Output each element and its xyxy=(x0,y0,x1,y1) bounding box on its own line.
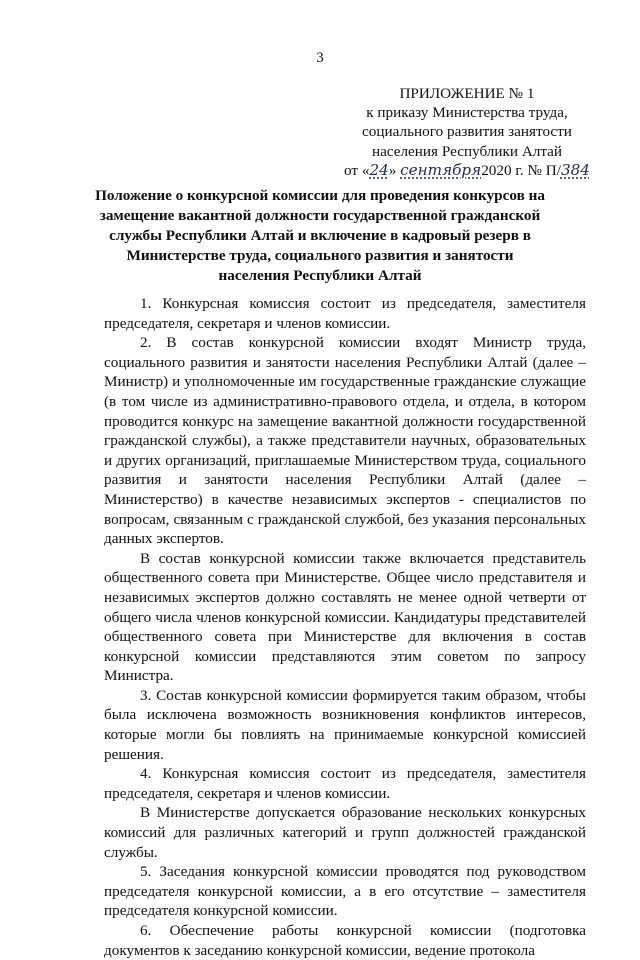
paragraph-4-cont: В Министерстве допускается образование нескольких конкурсных комиссий для различных категорий и групп должностей гражданской службы. xyxy=(104,804,586,861)
appendix-line-2: социального развития занятости xyxy=(362,123,572,141)
order-number-handwritten: 384 xyxy=(560,160,590,179)
appendix-line-3: населения Республики Алтай xyxy=(371,142,563,160)
paragraph-1: 1. Конкурсная комиссия состоит из председателя, заместителя председателя, секретаря и членов комиссии. xyxy=(104,295,586,332)
document-title: Положение о конкурсной комиссии для проведения конкурсов на замещение вакантной должности государственной гражданской службы Республики Алтай и включение в кадровый резерв в Министерстве труда, социального развития и занятости населения Республики Алтай xyxy=(95,187,545,284)
appendix-header xyxy=(332,84,602,180)
paragraph-2: 2. В состав конкурсной комиссии входят Министр труда, социального развития и занятости населения Республики Алтай (далее – Министр) и уполномоченные им государственные гражданские служащие (в том числе из административно-правового отдела, и отдела, в котором проводится конкурс на замещение вакантной должности государственной гражданской службы), а также представители научных, образовательных и других организаций, приглашаемые Министерством труда, социального развития и занятости населения Республики Алтай (далее – Министерство) в качестве независимых экспертов - специалистов по вопросам, связанным с гражданской службой, без указания персональных данных экспертов. xyxy=(104,334,586,548)
paragraph-2-cont: В состав конкурсной комиссии также включается представитель общественного совета при Министерстве. Общее число представителя и независимых экспертов должно составлять не менее одной четверти от общего числа членов конкурсной комиссии. Кандидатуры представителей общественного совета при Министерстве для включения в состав конкурсной комиссии представляются этим советом по запросу Министра. xyxy=(104,549,586,685)
date-day-handwritten: 24 xyxy=(369,160,389,179)
paragraph-6: 6. Обеспечение работы конкурсной комиссии (подготовка документов к заседанию конкурсной комиссии, ведение протокола xyxy=(104,922,586,959)
appendix-title: ПРИЛОЖЕНИЕ № 1 xyxy=(399,85,535,102)
date-year: 2020 г. № П/ xyxy=(481,161,561,179)
document-body xyxy=(104,294,586,960)
paragraph-5: 5. Заседания конкурсной комиссии проводятся под руководством председателя конкурсной комиссии, а в его отсутствие – заместителя председателя конкурсной комиссии. xyxy=(104,863,586,920)
appendix-date-line xyxy=(332,161,602,180)
date-month-handwritten: сентября xyxy=(400,160,482,179)
appendix-line-1: к приказу Министерства труда, xyxy=(366,104,568,122)
date-mid: » xyxy=(388,161,401,179)
date-prefix: от « xyxy=(344,161,370,179)
page-number: 3 xyxy=(316,50,324,66)
paragraph-3: 3. Состав конкурсной комиссии формируется таким образом, чтобы была исключена возможность возникновения конфликтов интересов, которые могли бы повлиять на принимаемые конкурсной комиссией решения. xyxy=(104,686,586,763)
paragraph-4: 4. Конкурсная комиссия состоит из председателя, заместителя председателя, секретаря и членов комиссии. xyxy=(104,765,586,802)
